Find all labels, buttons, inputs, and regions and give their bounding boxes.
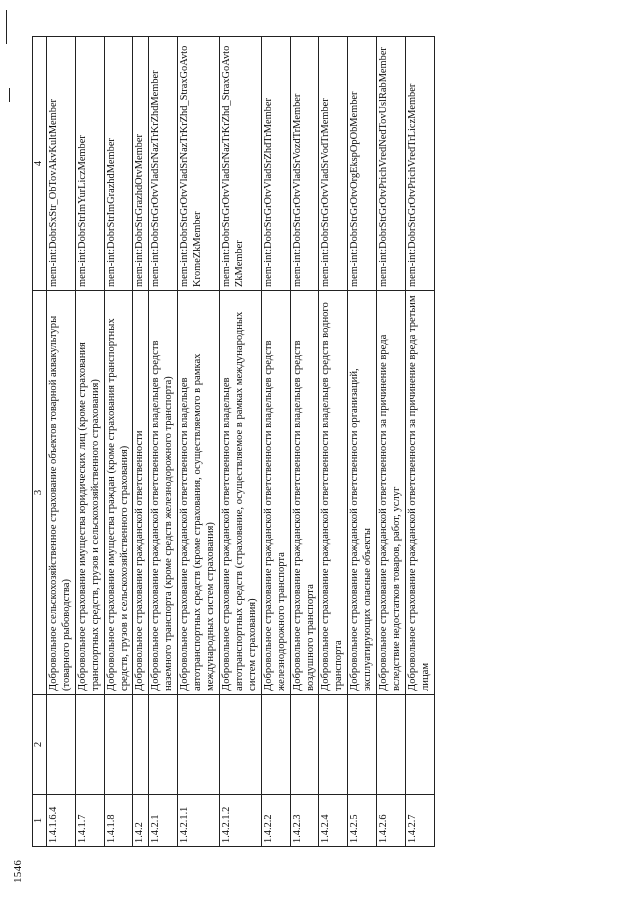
row-name <box>261 695 290 795</box>
table-body <box>46 37 434 847</box>
row-id: 1.4.2 <box>133 795 149 847</box>
row-code: mem-int:DobrStrImYurLiczMember <box>75 37 104 291</box>
table-row <box>348 37 377 847</box>
row-description: Добровольное страхование имущества юридических лиц (кроме страхования транспортных средств, грузов и сельскохозяйственного страхования) <box>75 291 104 695</box>
row-name <box>219 695 261 795</box>
row-id: 1.4.1.6.4 <box>46 795 75 847</box>
row-code: mem-int:DobrStrGrOtvVladSrVozdTrMember <box>290 37 319 291</box>
row-code: mem-int:DobrStrGrOtvVladSrNazTrKrZhd_StraxGoAvtoZkMember <box>219 37 261 291</box>
row-description: Добровольное страхование имущества граждан (кроме страхования транспортных средств, грузов и сельскохозяйственного страхования) <box>104 291 133 695</box>
row-id: 1.4.2.7 <box>405 795 434 847</box>
header-row <box>33 37 47 847</box>
row-description: Добровольное страхование гражданской ответственности владельцев средств воздушного транспорта <box>290 291 319 695</box>
table-row <box>46 37 75 847</box>
row-code: mem-int:DobrStrImGrazhdMember <box>104 37 133 291</box>
row-description: Добровольное страхование гражданской ответственности <box>133 291 149 695</box>
row-id: 1.4.2.1 <box>149 795 178 847</box>
row-name <box>348 695 377 795</box>
row-id: 1.4.2.1.1 <box>178 795 220 847</box>
row-id: 1.4.2.6 <box>377 795 406 847</box>
row-id: 1.4.2.1.2 <box>219 795 261 847</box>
column-header: 1 <box>33 795 47 847</box>
row-description: Добровольное страхование гражданской ответственности владельцев средств наземного транспорта (кроме средств железнодорожного транспорта) <box>149 291 178 695</box>
row-code: mem-int:DobrStrGrOtvOrgEkspOpObMember <box>348 37 377 291</box>
row-description: Добровольное страхование гражданской ответственности за причинение вреда третьим лицам <box>405 291 434 695</box>
table-row <box>149 37 178 847</box>
row-name <box>405 695 434 795</box>
table-row <box>319 37 348 847</box>
row-code: mem-int:DobrStrGrOtvPrichVredNedTovUslRabMember <box>377 37 406 291</box>
row-description: Добровольное страхование гражданской ответственности владельцев средств водного транспорта <box>319 291 348 695</box>
row-description: Добровольное страхование гражданской ответственности владельцев автотранспортных средств (кроме страхования, осуществляемого в рамках международных систем страхования) <box>178 291 220 695</box>
row-name <box>104 695 133 795</box>
row-name <box>377 695 406 795</box>
table-row <box>133 37 149 847</box>
row-code: mem-int:DobrStrGrazhdOtvMember <box>133 37 149 291</box>
row-id: 1.4.2.5 <box>348 795 377 847</box>
table-row <box>219 37 261 847</box>
page-number: 1546 <box>12 859 24 883</box>
classifier-table <box>32 36 435 847</box>
row-id: 1.4.2.4 <box>319 795 348 847</box>
row-description: Добровольное страхование гражданской ответственности владельцев автотранспортных средств (страхование, осуществляемое в рамках международных систем страхования) <box>219 291 261 695</box>
row-name <box>290 695 319 795</box>
table-row <box>405 37 434 847</box>
row-description: Добровольное страхование гражданской ответственности за причинение вреда вследствие недостатков товаров, работ, услуг <box>377 291 406 695</box>
row-description: Добровольное страхование гражданской ответственности организаций, эксплуатирующих опасные объекты <box>348 291 377 695</box>
row-description: Добровольное страхование гражданской ответственности владельцев средств железнодорожного транспорта <box>261 291 290 695</box>
table-row <box>178 37 220 847</box>
row-code: mem-int:DobrStrGrOtvVladSrVodTrMember <box>319 37 348 291</box>
column-header: 3 <box>33 291 47 695</box>
row-code: mem-int:DobrStrGrOtvVladSrNazTrKrZhd_StraxGoAvtoKromeZkMember <box>178 37 220 291</box>
row-name <box>46 695 75 795</box>
column-header: 4 <box>33 37 47 291</box>
row-description: Добровольное сельскохозяйственное страхование объектов товарной аквакультуры (товарного рыбоводства) <box>46 291 75 695</box>
table-row <box>104 37 133 847</box>
row-name <box>178 695 220 795</box>
table-row <box>261 37 290 847</box>
row-id: 1.4.1.8 <box>104 795 133 847</box>
row-code: mem-int:DobrStrGrOtvPrichVredTrLiczMember <box>405 37 434 291</box>
row-code: mem-int:DobrSxStr_ObTovAkvKultMember <box>46 37 75 291</box>
column-header: 2 <box>33 695 47 795</box>
row-name <box>319 695 348 795</box>
row-id: 1.4.2.3 <box>290 795 319 847</box>
row-id: 1.4.1.7 <box>75 795 104 847</box>
row-name <box>149 695 178 795</box>
row-code: mem-int:DobrStrGrOtvVladSrZhdTrMember <box>261 37 290 291</box>
row-name <box>133 695 149 795</box>
table-row <box>377 37 406 847</box>
row-name <box>75 695 104 795</box>
table-row <box>75 37 104 847</box>
row-id: 1.4.2.2 <box>261 795 290 847</box>
table-row <box>290 37 319 847</box>
row-code: mem-int:DobrStrGrOtvVladSrNazTrKrZhdMember <box>149 37 178 291</box>
